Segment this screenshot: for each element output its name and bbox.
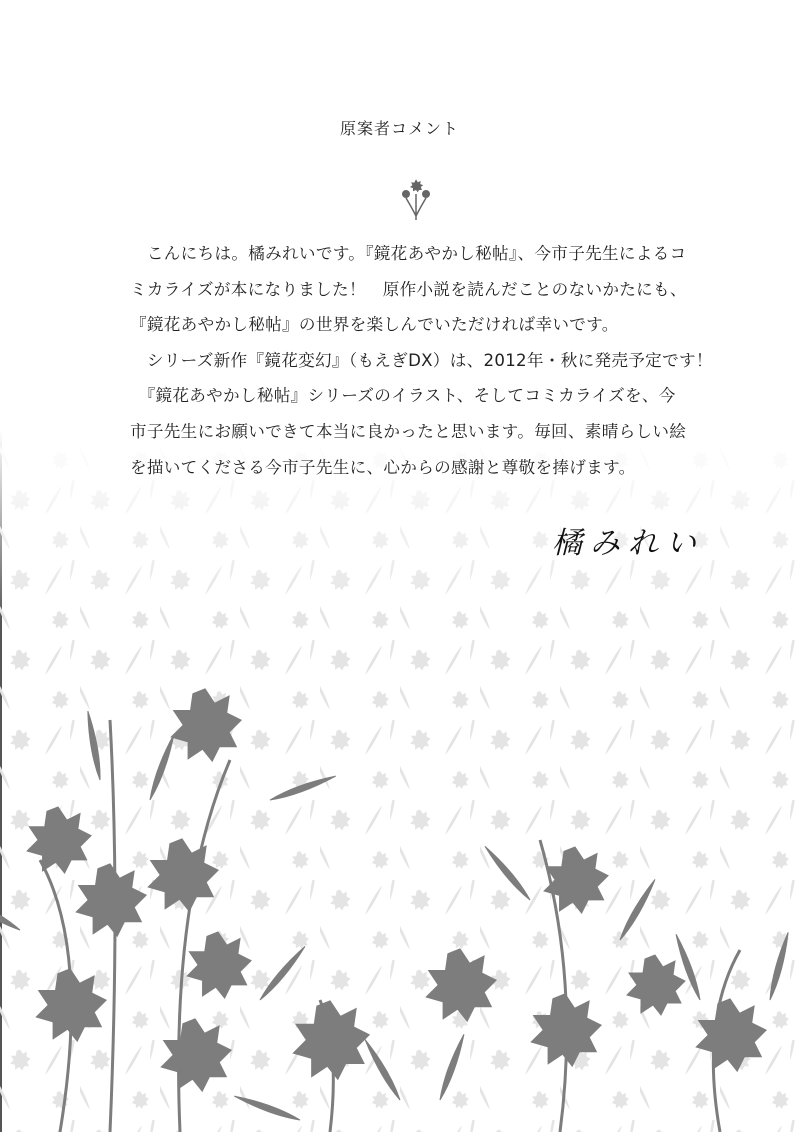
body-line: こんにちは。橘みれいです。『鏡花あやかし秘帖』、今市子先生によるコ [130, 244, 687, 263]
body-line: 『鏡花あやかし秘帖』シリーズのイラスト、そしてコミカライズを、今 [130, 386, 676, 406]
page-title: 原案者コメント [339, 119, 459, 138]
flower-ornament-icon [398, 178, 434, 222]
author-signature: 橘みれい [552, 526, 704, 561]
body-line: を描いてくださる今市子先生に、心からの感謝と尊敬を捧げます。 [130, 457, 636, 477]
body-line: 市子先生にお願いできて本当に良かったと思います。毎回、素晴らしい絵 [130, 421, 687, 441]
body-line: シリーズ新作『鏡花変幻』（もえぎDX）は、2012年・秋に発売予定です！ [130, 350, 713, 370]
body-line: ミカライズが本になりました！ 原作小説を読んだことのないかたにも、 [130, 279, 687, 299]
body-line: 『鏡花あやかし秘帖』の世界を楽しんでいただければ幸いです。 [130, 315, 619, 335]
comment-body [130, 236, 713, 485]
